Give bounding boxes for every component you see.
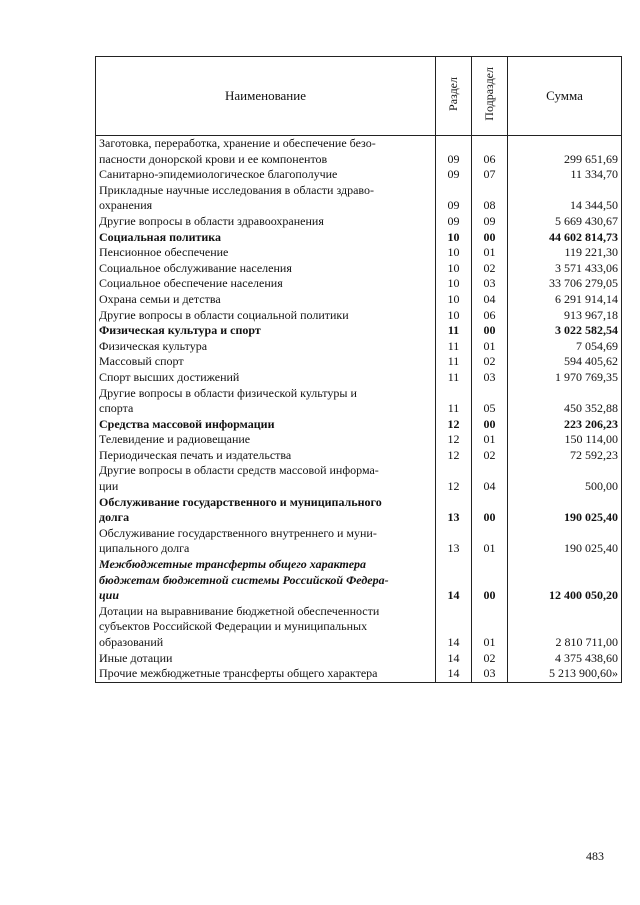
table-row	[96, 604, 622, 651]
row-section-cell: 09	[436, 136, 472, 168]
row-amount-cell: 11 334,70	[508, 167, 622, 183]
row-section-cell: 11	[436, 323, 472, 339]
row-amount-cell: 450 352,88	[508, 386, 622, 417]
row-section-cell: 13	[436, 495, 472, 526]
row-name-cell: Спорт высших достижений	[96, 370, 436, 386]
row-subsection-cell: 03	[472, 370, 508, 386]
row-amount-cell: 7 054,69	[508, 339, 622, 355]
row-name-cell: Другие вопросы в области здравоохранения	[96, 214, 436, 230]
row-section-cell: 14	[436, 666, 472, 682]
row-subsection-cell: 00	[472, 495, 508, 526]
row-section-cell: 11	[436, 370, 472, 386]
table-row	[96, 495, 622, 526]
row-subsection-cell: 06	[472, 136, 508, 168]
row-amount-cell: 190 025,40	[508, 495, 622, 526]
row-section-cell: 11	[436, 386, 472, 417]
row-amount-cell: 5 669 430,67	[508, 214, 622, 230]
row-section-cell: 09	[436, 167, 472, 183]
row-name-cell: Дотации на выравнивание бюджетной обеспеченности субъектов Российской Федерации и муниципальных образований	[96, 604, 436, 651]
table-row	[96, 230, 622, 246]
row-amount-cell: 12 400 050,20	[508, 557, 622, 604]
row-name-cell: Межбюджетные трансферты общего характера бюджетам бюджетной системы Российской Федера- ции	[96, 557, 436, 604]
row-amount-cell: 2 810 711,00	[508, 604, 622, 651]
page-number: 483	[586, 849, 604, 863]
row-name-cell: Охрана семьи и детства	[96, 292, 436, 308]
table-row	[96, 276, 622, 292]
table-row	[96, 183, 622, 214]
row-section-cell: 14	[436, 557, 472, 604]
row-name-cell: Другие вопросы в области физической культуры и спорта	[96, 386, 436, 417]
row-section-cell: 10	[436, 276, 472, 292]
table-row	[96, 557, 622, 604]
row-amount-cell: 33 706 279,05	[508, 276, 622, 292]
row-amount-cell: 14 344,50	[508, 183, 622, 214]
row-name-cell: Иные дотации	[96, 651, 436, 667]
row-section-cell: 09	[436, 214, 472, 230]
row-amount-cell: 299 651,69	[508, 136, 622, 168]
row-section-cell: 13	[436, 526, 472, 557]
row-amount-cell: 3 022 582,54	[508, 323, 622, 339]
row-name-cell: Периодическая печать и издательства	[96, 448, 436, 464]
row-section-cell: 12	[436, 463, 472, 494]
column-header-section: Раздел	[436, 57, 472, 136]
row-amount-cell: 500,00	[508, 463, 622, 494]
row-subsection-cell: 02	[472, 354, 508, 370]
row-section-cell: 10	[436, 292, 472, 308]
row-name-cell: Прикладные научные исследования в области здраво- охранения	[96, 183, 436, 214]
row-name-cell: Другие вопросы в области средств массовой информа- ции	[96, 463, 436, 494]
table-row	[96, 417, 622, 433]
row-section-cell: 14	[436, 604, 472, 651]
row-name-cell: Социальное обеспечение населения	[96, 276, 436, 292]
column-header-subsection: Подраздел	[472, 57, 508, 136]
row-subsection-cell: 07	[472, 167, 508, 183]
row-amount-cell: 913 967,18	[508, 308, 622, 324]
row-section-cell: 12	[436, 417, 472, 433]
row-amount-cell: 3 571 433,06	[508, 261, 622, 277]
row-subsection-cell: 02	[472, 448, 508, 464]
row-section-cell: 11	[436, 354, 472, 370]
row-name-cell: Социальное обслуживание населения	[96, 261, 436, 277]
table-row	[96, 339, 622, 355]
row-subsection-cell: 02	[472, 651, 508, 667]
table-row	[96, 448, 622, 464]
row-subsection-cell: 03	[472, 276, 508, 292]
table-row	[96, 370, 622, 386]
row-name-cell: Заготовка, переработка, хранение и обеспечение безо- пасности донорской крови и ее компонентов	[96, 136, 436, 168]
row-amount-cell: 150 114,00	[508, 432, 622, 448]
table-row	[96, 323, 622, 339]
table-row	[96, 292, 622, 308]
row-section-cell: 10	[436, 230, 472, 246]
row-section-cell: 10	[436, 308, 472, 324]
row-section-cell: 10	[436, 245, 472, 261]
row-name-cell: Физическая культура и спорт	[96, 323, 436, 339]
table-row	[96, 463, 622, 494]
table-row	[96, 261, 622, 277]
table-row	[96, 386, 622, 417]
column-header-amount: Сумма	[508, 57, 622, 136]
row-name-cell: Прочие межбюджетные трансферты общего характера	[96, 666, 436, 682]
row-subsection-cell: 02	[472, 261, 508, 277]
table-row	[96, 354, 622, 370]
row-section-cell: 14	[436, 651, 472, 667]
table-row	[96, 666, 622, 682]
row-name-cell: Обслуживание государственного внутреннего и муни- ципального долга	[96, 526, 436, 557]
row-name-cell: Санитарно-эпидемиологическое благополучие	[96, 167, 436, 183]
row-subsection-cell: 00	[472, 230, 508, 246]
row-subsection-cell: 01	[472, 339, 508, 355]
row-subsection-cell: 04	[472, 463, 508, 494]
row-subsection-cell: 01	[472, 245, 508, 261]
table-row	[96, 526, 622, 557]
row-name-cell: Средства массовой информации	[96, 417, 436, 433]
row-subsection-cell: 01	[472, 604, 508, 651]
row-subsection-cell: 06	[472, 308, 508, 324]
row-subsection-cell: 00	[472, 323, 508, 339]
table-body	[96, 136, 622, 683]
row-name-cell: Другие вопросы в области социальной политики	[96, 308, 436, 324]
budget-table	[95, 56, 622, 683]
row-amount-cell: 44 602 814,73	[508, 230, 622, 246]
table-row	[96, 245, 622, 261]
table-row	[96, 432, 622, 448]
row-name-cell: Телевидение и радиовещание	[96, 432, 436, 448]
row-subsection-cell: 00	[472, 417, 508, 433]
column-header-name: Наименование	[96, 57, 436, 136]
row-amount-cell: 190 025,40	[508, 526, 622, 557]
row-name-cell: Пенсионное обеспечение	[96, 245, 436, 261]
row-amount-cell: 6 291 914,14	[508, 292, 622, 308]
row-subsection-cell: 09	[472, 214, 508, 230]
table-row	[96, 651, 622, 667]
row-section-cell: 11	[436, 339, 472, 355]
table-row	[96, 308, 622, 324]
row-subsection-cell: 00	[472, 557, 508, 604]
row-subsection-cell: 01	[472, 432, 508, 448]
row-section-cell: 09	[436, 183, 472, 214]
row-subsection-cell: 03	[472, 666, 508, 682]
row-name-cell: Массовый спорт	[96, 354, 436, 370]
row-amount-cell: 1 970 769,35	[508, 370, 622, 386]
row-section-cell: 12	[436, 432, 472, 448]
table-row	[96, 136, 622, 168]
table-row	[96, 214, 622, 230]
table-header-row	[96, 57, 622, 136]
row-subsection-cell: 01	[472, 526, 508, 557]
row-name-cell: Социальная политика	[96, 230, 436, 246]
row-subsection-cell: 04	[472, 292, 508, 308]
row-amount-cell: 119 221,30	[508, 245, 622, 261]
row-amount-cell: 223 206,23	[508, 417, 622, 433]
row-amount-cell: 5 213 900,60»	[508, 666, 622, 682]
row-subsection-cell: 08	[472, 183, 508, 214]
row-name-cell: Физическая культура	[96, 339, 436, 355]
row-name-cell: Обслуживание государственного и муниципального долга	[96, 495, 436, 526]
row-subsection-cell: 05	[472, 386, 508, 417]
table-row	[96, 167, 622, 183]
row-amount-cell: 4 375 438,60	[508, 651, 622, 667]
row-section-cell: 10	[436, 261, 472, 277]
row-amount-cell: 72 592,23	[508, 448, 622, 464]
row-section-cell: 12	[436, 448, 472, 464]
row-amount-cell: 594 405,62	[508, 354, 622, 370]
